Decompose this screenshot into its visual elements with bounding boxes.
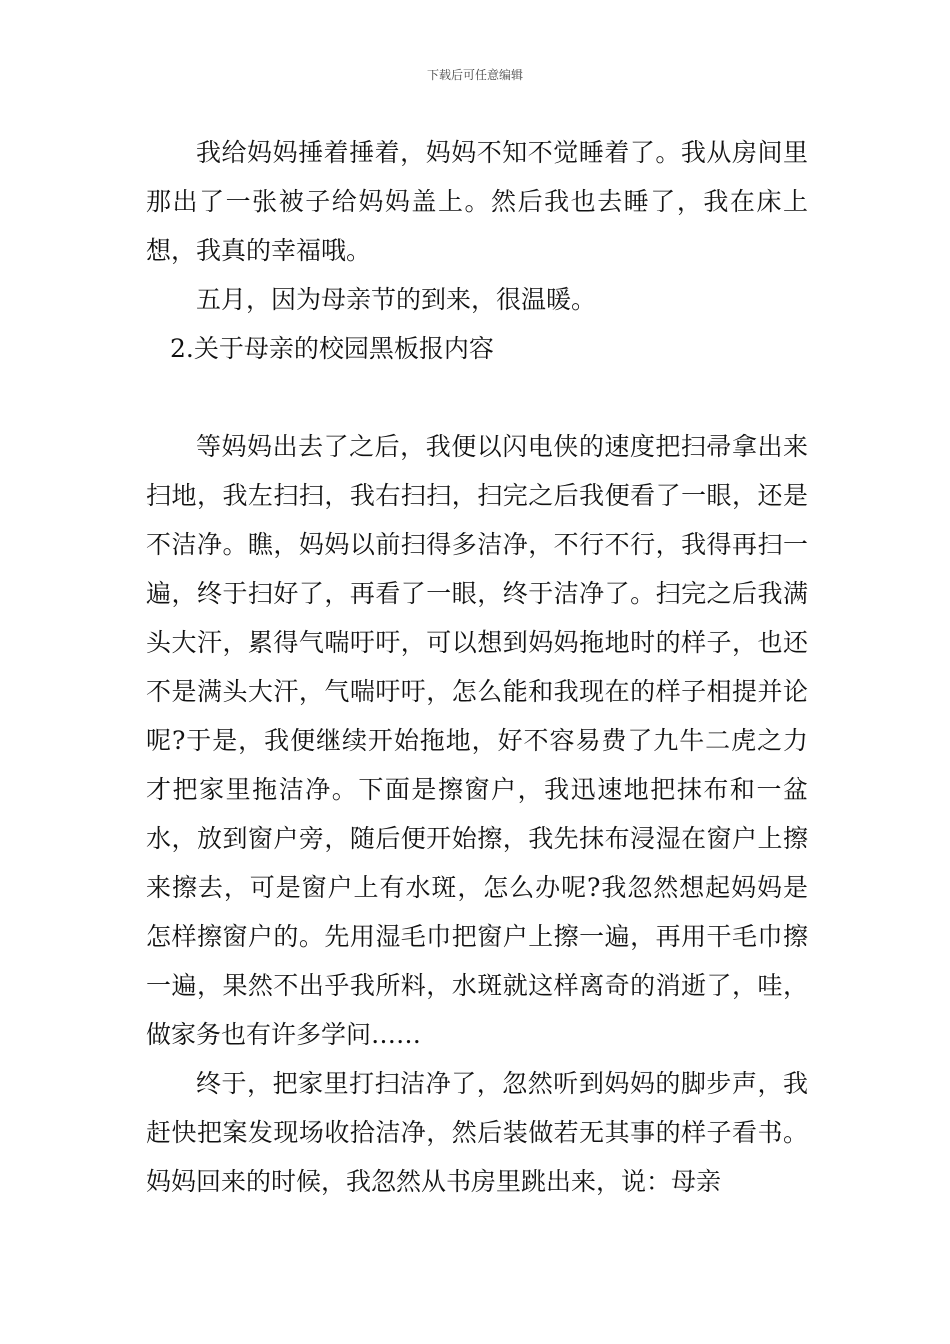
section-heading: 2.关于母亲的校园黑板报内容 [170, 334, 494, 363]
paragraph-1: 我给妈妈捶着捶着，妈妈不知不觉睡着了。我从房间里那出了一张被子给妈妈盖上。然后我也去睡了，我在床上想，我真的幸福哦。 [146, 138, 808, 265]
paragraph-4: 终于，把家里打扫洁净了，忽然听到妈妈的脚步声，我赶快把案发现场收拾洁净，然后装做若无其事的样子看书。妈妈回来的时候，我忽然从书房里跳出来，说：母亲 [146, 1069, 808, 1196]
paragraph-2: 五月，因为母亲节的到来，很温暖。 [196, 285, 597, 314]
section-spacer [146, 373, 808, 422]
document-body [146, 128, 808, 1206]
paragraph-3: 等妈妈出去了之后，我便以闪电侠的速度把扫帚拿出来扫地，我左扫扫，我右扫扫，扫完之后我便看了一眼，还是不洁净。瞧，妈妈以前扫得多洁净，不行不行，我得再扫一遍，终于扫好了，再看了一眼，终于洁净了。扫完之后我满头大汗，累得气喘吁吁，可以想到妈妈拖地时的样子，也还不是满头大汗，气喘吁吁，怎么能和我现在的样子相提并论呢?于是，我便继续开始拖地，好不容易费了九牛二虎之力才把家里拖洁净。下面是擦窗户，我迅速地把抹布和一盆水，放到窗户旁，随后便开始擦，我先抹布浸湿在窗户上擦来擦去，可是窗户上有水斑，怎么办呢?我忽然想起妈妈是怎样擦窗户的。先用湿毛巾把窗户上擦一遍，再用干毛巾擦一遍，果然不出乎我所料，水斑就这样离奇的消逝了，哇，做家务也有许多学问…… [146, 432, 808, 1049]
page-header: 下载后可任意编辑 [426, 68, 523, 82]
